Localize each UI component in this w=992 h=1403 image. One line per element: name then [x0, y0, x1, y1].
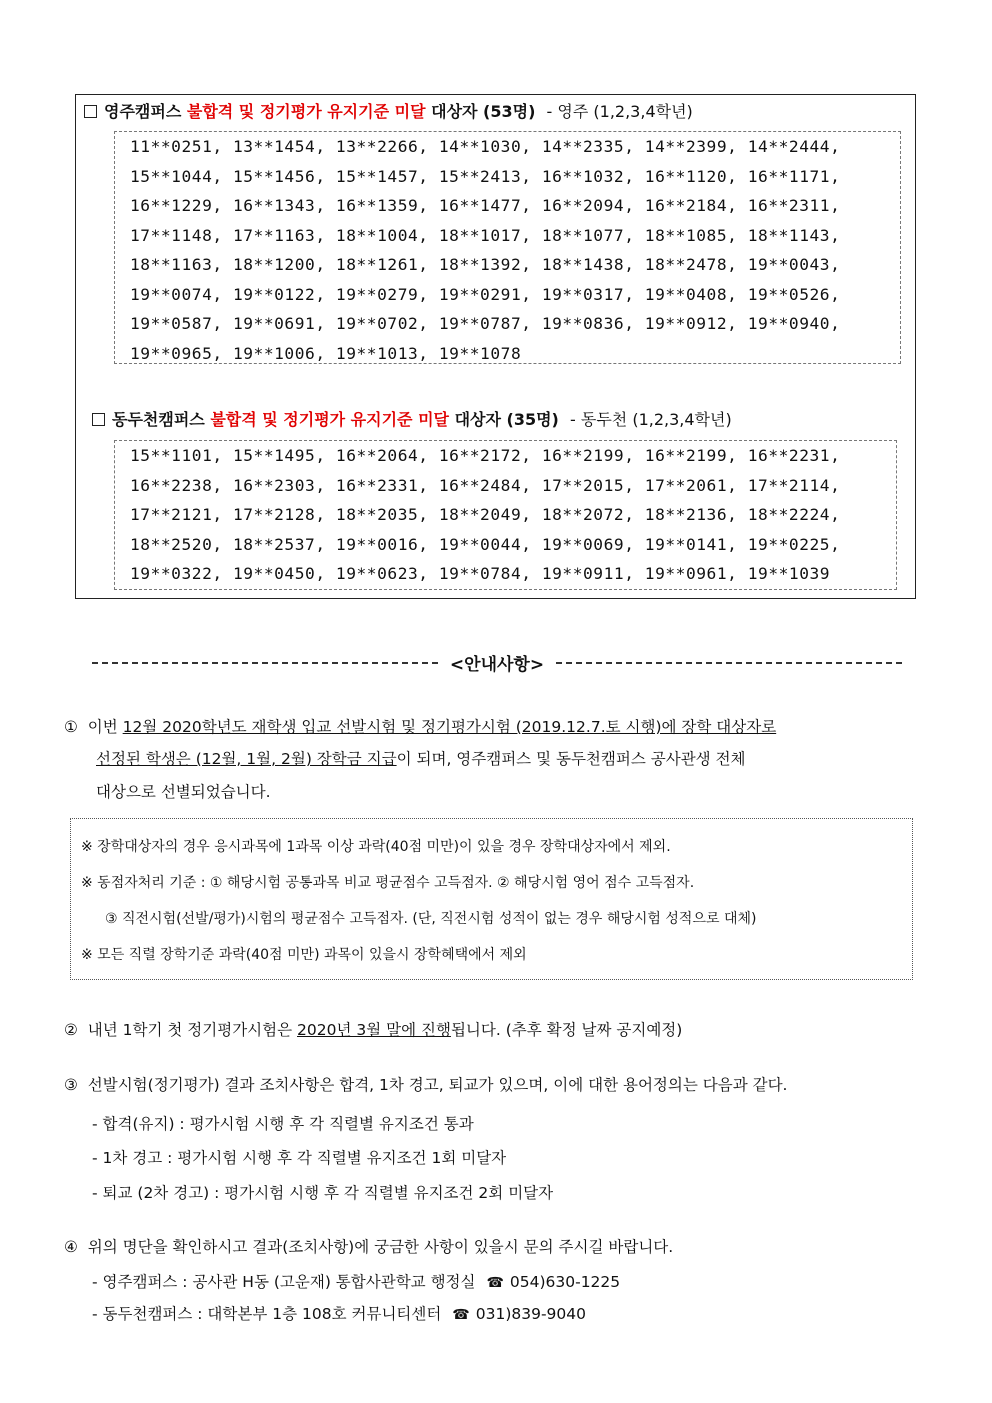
criteria-label: 불합격 및 정기평가 유지기준 미달 — [210, 410, 449, 429]
id-line: 15**1044, 15**1456, 15**1457, 15**2413, 16**1032, 16**1120, 16**1171, — [130, 166, 841, 186]
id-line: 16**2238, 16**2303, 16**2331, 16**2484, 17**2015, 17**2061, 17**2114, — [130, 475, 841, 495]
underlined-text: 선정된 학생은 (12월, 1월, 2월) 장학금 지급 — [96, 750, 397, 768]
item-number: ② — [64, 1021, 78, 1039]
contact-yeongju — [92, 1270, 620, 1292]
id-line: 19**0587, 19**0691, 19**0702, 19**0787, 19**0836, 19**0912, 19**0940, — [130, 314, 841, 333]
underlined-text: 12월 2020학년도 재학생 입교 선발시험 및 정기평가시험 (2019.12.7.토 시행)에 장학 대상자로 — [122, 718, 777, 736]
id-line: 16**1229, 16**1343, 16**1359, 16**1477, 16**2094, 16**2184, 16**2311, — [130, 196, 841, 215]
notice-item-1-line3: 대상으로 선별되었습니다. — [96, 783, 271, 801]
item-text: 선발시험(정기평가) 결과 조치사항은 합격, 1차 경고, 퇴교가 있으며, 이에 대한 용어정의는 다음과 같다. — [87, 1076, 788, 1094]
id-line: 17**1148, 17**1163, 18**1004, 18**1017, 18**1077, 18**1085, 18**1143, — [130, 225, 841, 245]
campus-name: 영주캠퍼스 — [104, 102, 182, 121]
contact-label: - 동두천캠퍼스 : 대학본부 1층 108호 커뮤니티센터 — [92, 1305, 442, 1323]
definition-line: - 퇴교 (2차 경고) : 평가시험 시행 후 각 직렬별 유지조건 2회 미달자 — [92, 1184, 554, 1202]
phone-number: 054)630-1225 — [509, 1273, 621, 1291]
notice-item-3 — [64, 1068, 787, 1102]
notice-divider — [92, 650, 902, 675]
definition-line: - 합격(유지) : 평가시험 시행 후 각 직렬별 유지조건 통과 — [92, 1115, 474, 1133]
item-text: 이번 — [87, 718, 123, 736]
dashed-rule — [92, 662, 438, 664]
id-line: 19**0074, 19**0122, 19**0279, 19**0291, 19**0317, 19**0408, 19**0526, — [130, 284, 841, 304]
id-line: 15**1101, 15**1495, 16**2064, 16**2172, 16**2199, 16**2199, 16**2231, — [130, 446, 841, 465]
criteria-label: 불합격 및 정기평가 유지기준 미달 — [186, 102, 426, 121]
item-text: 내년 1학기 첫 정기평가시험은 — [87, 1021, 298, 1039]
id-line: 17**2121, 17**2128, 18**2035, 18**2049, 18**2072, 18**2136, 18**2224, — [130, 505, 841, 524]
notice-item-2 — [64, 1013, 682, 1047]
dongducheon-id-list — [114, 440, 897, 590]
yeongju-id-list — [114, 131, 901, 364]
note-line: ③ 직전시험(선발/평가)시험의 평균점수 고득점자. (단, 직전시험 성적이 없는 경우 해당시험 성적으로 대체) — [105, 911, 757, 927]
note-line: ※ 장학대상자의 경우 응시과목에 1과목 이상 과락(40점 미만)이 있을 경우 장학대상자에서 제외. — [81, 839, 671, 855]
item-number: ① — [64, 718, 78, 736]
checkbox-square-icon — [84, 105, 97, 118]
id-line: 19**0322, 19**0450, 19**0623, 19**0784, 19**0911, 19**0961, 19**1039 — [130, 564, 831, 583]
item-text: 이 되며, 영주캠퍼스 및 동두천캠퍼스 공사관생 전체 — [396, 750, 746, 768]
id-line: 19**0965, 19**1006, 19**1013, 19**1078 — [130, 343, 522, 363]
contact-dongducheon — [92, 1302, 586, 1324]
notice-heading: <안내사항> — [449, 655, 545, 675]
item-number: ③ — [64, 1076, 78, 1094]
phone-icon: ☎ — [452, 1307, 470, 1323]
id-line: 18**1163, 18**1200, 18**1261, 18**1392, 18**1438, 18**2478, 19**0043, — [130, 255, 841, 274]
underlined-text: 2020년 3월 말에 진행 — [297, 1021, 451, 1039]
checkbox-square-icon — [92, 413, 105, 426]
item-text: 위의 명단을 확인하시고 결과(조치사항)에 궁금한 사항이 있을시 문의 주시길 바랍니다. — [87, 1238, 674, 1256]
item-text: 됩니다. (추후 확정 날짜 공지예정) — [450, 1021, 683, 1039]
target-count: 대상자 (35명) — [454, 410, 559, 429]
item-number: ④ — [64, 1238, 78, 1256]
notice-item-4 — [64, 1230, 673, 1264]
phone-icon: ☎ — [486, 1275, 504, 1291]
campus-name: 동두천캠퍼스 — [112, 410, 205, 429]
id-line: 18**2520, 18**2537, 19**0016, 19**0044, 19**0069, 19**0141, 19**0225, — [130, 534, 841, 554]
yeongju-section-title — [84, 99, 693, 122]
grade-range: - 영주 (1,2,3,4학년) — [546, 102, 693, 121]
grade-range: - 동두천 (1,2,3,4학년) — [570, 410, 732, 429]
note-line: ※ 모든 직렬 장학기준 과락(40점 미만) 과목이 있을시 장학혜택에서 제외 — [81, 947, 527, 963]
dongducheon-section-title — [92, 407, 732, 430]
contact-label: - 영주캠퍼스 : 공사관 H동 (고운재) 통합사관학교 행정실 — [92, 1273, 476, 1291]
note-line: ※ 동점자처리 기준 : ① 해당시험 공통과목 비교 평균점수 고득점자. ② 해당시험 영어 점수 고득점자. — [81, 875, 695, 891]
notes-box — [70, 818, 913, 980]
notice-item-1-line2 — [96, 742, 746, 776]
phone-number: 031)839-9040 — [475, 1305, 586, 1323]
id-line: 11**0251, 13**1454, 13**2266, 14**1030, 14**2335, 14**2399, 14**2444, — [130, 137, 841, 156]
target-count: 대상자 (53명) — [431, 102, 536, 121]
notice-item-1 — [64, 710, 776, 744]
dashed-rule — [556, 662, 902, 664]
definition-line: - 1차 경고 : 평가시험 시행 후 각 직렬별 유지조건 1회 미달자 — [92, 1149, 507, 1167]
